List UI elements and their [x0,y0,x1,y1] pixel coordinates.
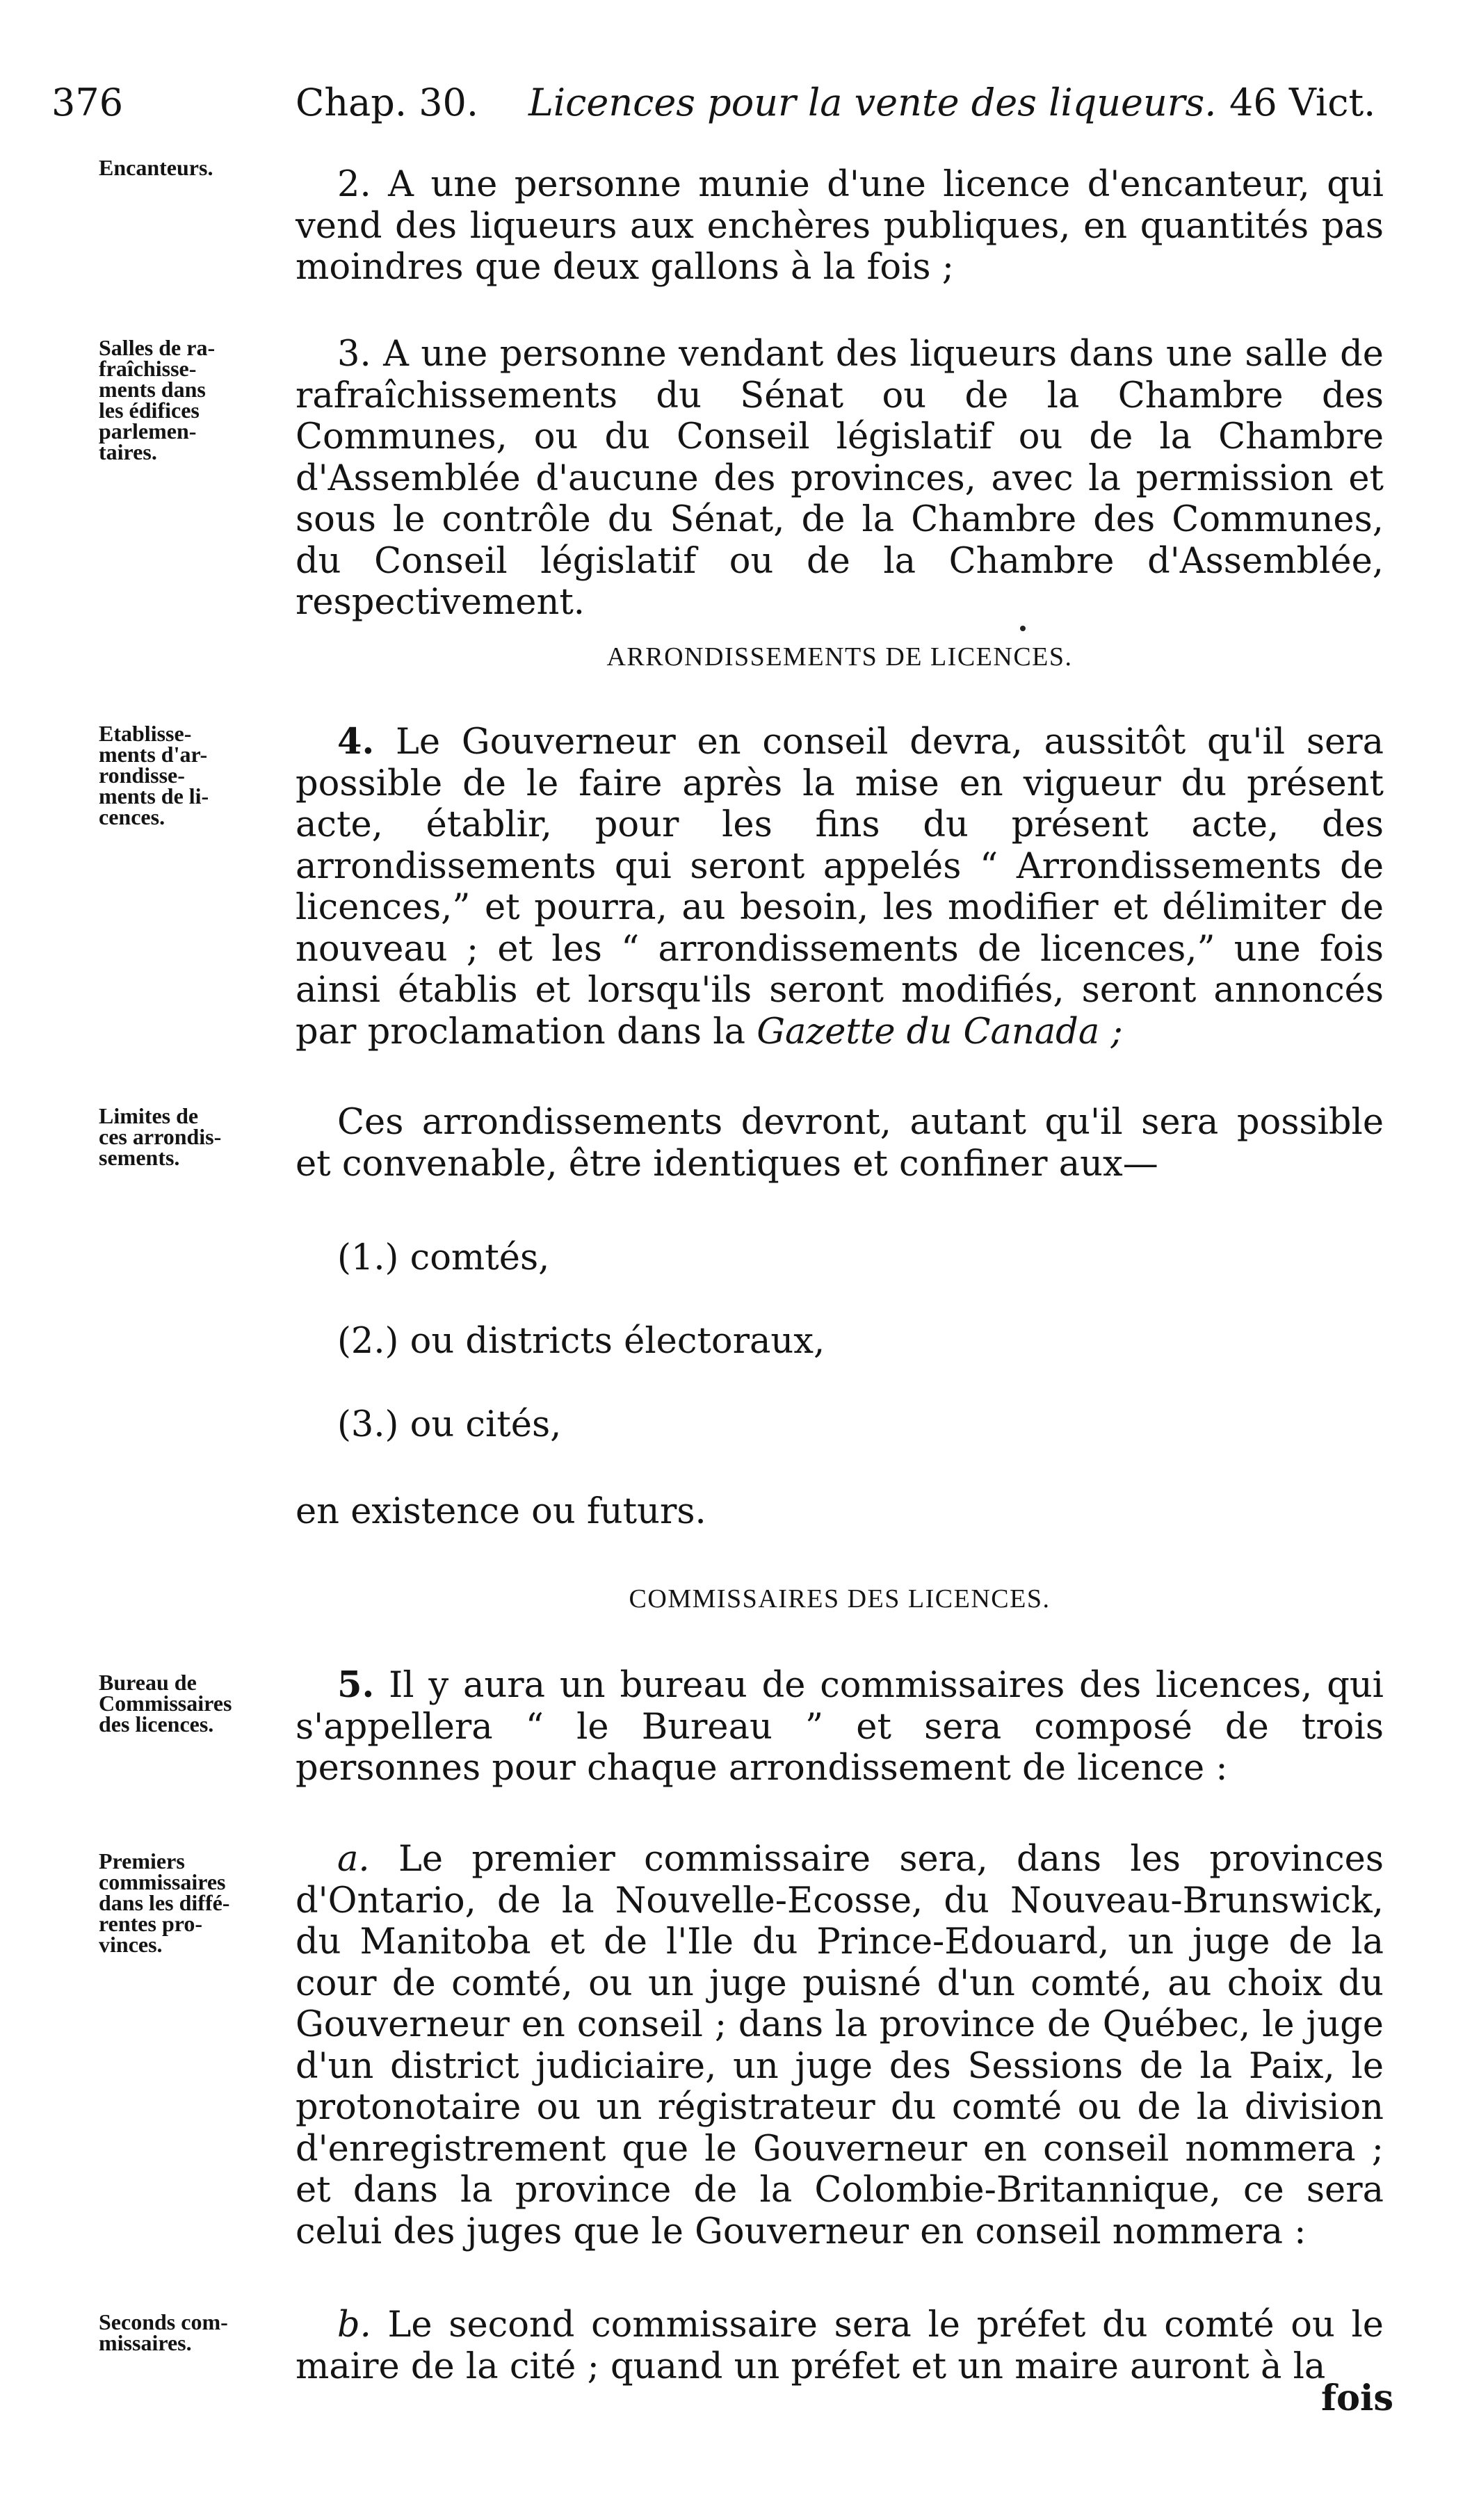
section-number-4: 4. [337,721,375,763]
paragraph-a-text: Le premier commissaire sera, dans les provinces d'Ontario, de la Nouvelle-Ecosse, du Nouveau-Brunswick, du Manitoba et de l'Ile du Prince-Edouard, un juge de la cour de comté, ou un juge puisné d'un comté, au choix du Gouverneur en conseil ; dans la province de Québec, le juge d'un district judiciaire, un juge des Sessions de la Paix, le protonotaire ou un régistrateur du comté ou de la division d'enregistrement que le Gouverneur en conseil nommera ; et dans la province de la Colombie-Britannique, ce sera celui des juges que le Gouverneur en conseil nommera : [296,1839,1384,2252]
running-title: Licences pour la vente des liqueurs. [528,81,1217,124]
list-item: (2.) ou districts électoraux, [337,1321,825,1362]
catchword: fois [1321,2377,1394,2419]
paragraph-3: 3. A une personne vendant des liqueurs dans une salle de rafraîchissements du Sénat ou de la Chambre des Communes, ou du Conseil législatif ou de la Chambre d'Assemblée d'aucune des provinces, avec la permission et sous le contrôle du Sénat, de la Chambre des Communes, du Conseil législatif ou de la Chambre d'Assemblée, respectivement. [296,334,1384,623]
paragraph-a [296,1839,1384,2252]
regnal-year: 46 Vict. [1229,81,1376,124]
paragraph-limites: Ces arrondissements devront, autant qu'il sera possible et convenable, être identiques et confiner aux— [296,1102,1384,1185]
margin-note-premiers: Premiers commissaires dans les diffé- rentes pro- vinces. [99,1848,230,1957]
section-heading-commissaires: COMMISSAIRES DES LICENCES. [629,1584,1051,1613]
section-heading-arrondissements: ARRONDISSEMENTS DE LICENCES. [606,642,1073,672]
paragraph-4 [296,722,1384,1052]
chapter-label: Chap. 30. [296,81,479,124]
paragraph-5-text: Il y aura un bureau de commissaires des licences, qui s'appellera “ le Bureau ” et sera composé de trois personnes pour chaque arrondissement de licence : [296,1665,1384,1789]
paragraph-5 [296,1665,1384,1789]
margin-note-bureau: Bureau de Commissaires des licences. [99,1670,232,1737]
list-item: (3.) ou cités, [337,1404,562,1445]
section-number-5: 5. [337,1664,375,1706]
list-closing-text: en existence ou futurs. [296,1491,706,1532]
margin-note-seconds: Seconds com- missaires. [99,2309,228,2355]
paragraph-2: 2. A une personne munie d'une licence d'encanteur, qui vend des liqueurs aux enchères publiques, en quantités pas moindres que deux gallons à la fois ; [296,164,1384,288]
margin-note-salles: Salles de ra- fraîchisse- ments dans les édifices parlemen- taires. [99,335,216,464]
paragraph-b [296,2304,1384,2387]
paragraph-b-text: Le second commissaire sera le préfet du comté ou le maire de la cité ; quand un préfet et un maire auront à la [296,2304,1384,2387]
page-number: 376 [51,81,124,124]
margin-note-limites: Limites de ces arrondis- sements. [99,1103,222,1170]
print-mark [1020,626,1026,631]
gazette-title: Gazette du Canada ; [757,1011,1123,1052]
list-item: (1.) comtés, [337,1237,550,1278]
margin-note-etablissements: Etablisse- ments d'ar- rondisse- ments de li- cences. [99,721,209,829]
paragraph-4-text: Le Gouverneur en conseil devra, aussitôt qu'il sera possible de le faire après la mise en vigueur du présent acte, établir, pour les fins du présent acte, des arrondissements qui seront appelés “ Arrondissements de licences,” et pourra, au besoin, les modifier et délimiter de nouveau ; et les “ arrondissements de licences,” une fois ainsi établis et lorsqu'ils seront modifiés, seront annoncés par proclamation dans la [296,722,1384,1052]
subsection-label-a: a. [337,1839,370,1880]
margin-note-encanteurs: Encanteurs. [99,155,213,180]
subsection-label-b: b. [337,2304,371,2346]
